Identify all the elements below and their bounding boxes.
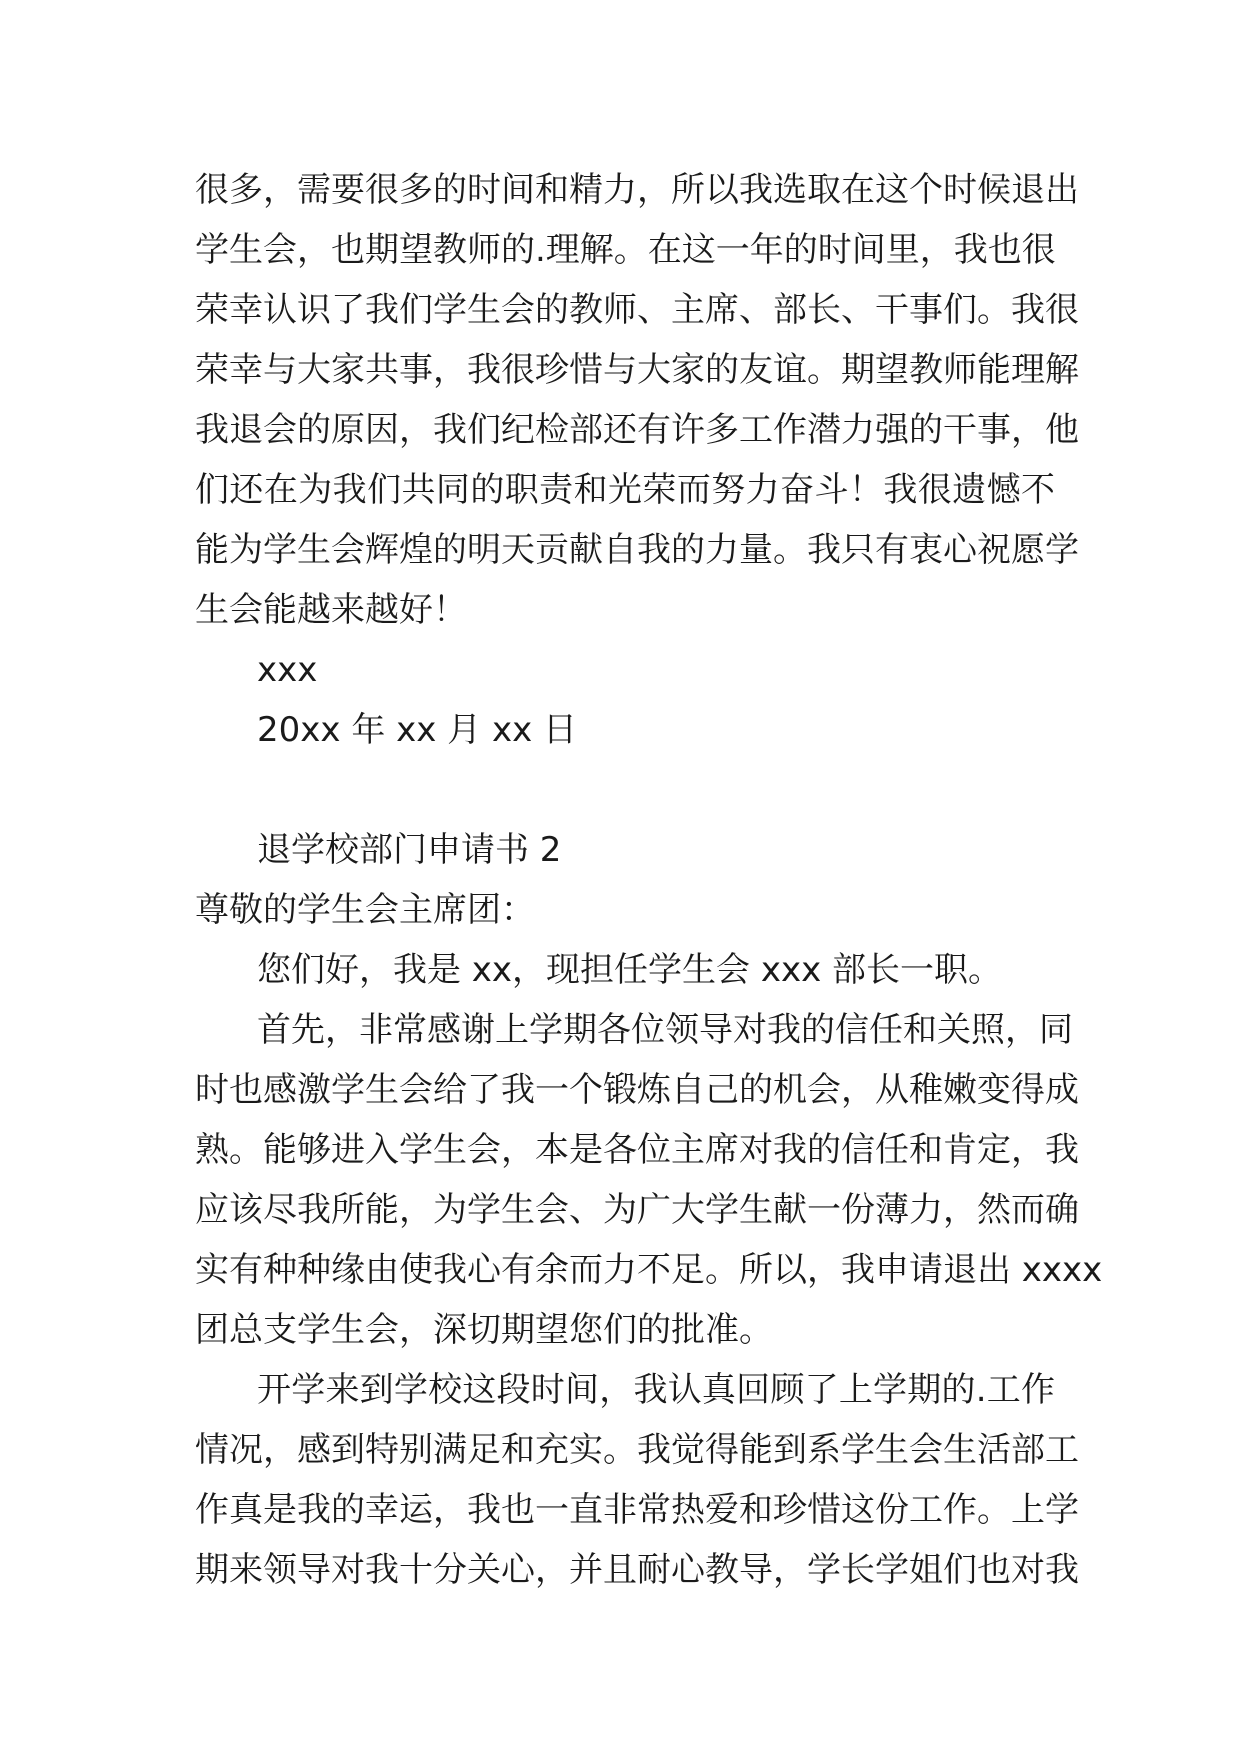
text-line: 时也感激学生会给了我一个锻炼自己的机会，从稚嫩变得成 [195,1070,1079,1110]
text-line: 我退会的原因，我们纪检部还有许多工作潜力强的干事，他 [195,410,1079,450]
signature-name: xxx [257,650,318,690]
text-line: 熟。能够进入学生会，本是各位主席对我的信任和肯定，我 [195,1130,1079,1170]
text-line: 情况，感到特别满足和充实。我觉得能到系学生会生活部工 [195,1430,1079,1470]
text-line: 荣幸与大家共事，我很珍惜与大家的友谊。期望教师能理解 [195,350,1079,390]
text-line: 很多，需要很多的时间和精力，所以我选取在这个时候退出 [195,170,1079,210]
text-line: 生会能越来越好！ [195,590,467,630]
text-line: 能为学生会辉煌的明天贡献自我的力量。我只有衷心祝愿学 [195,530,1079,570]
text-line: 团总支学生会，深切期望您们的批准。 [195,1310,773,1350]
salutation: 尊敬的学生会主席团： [195,890,535,930]
text-line: 学生会，也期望教师的.理解。在这一年的时间里，我也很 [195,230,1056,270]
text-line: 首先，非常感谢上学期各位领导对我的信任和关照，同 [257,1010,1073,1050]
section-title: 退学校部门申请书 2 [257,830,562,870]
signature-date: 20xx 年 xx 月 xx 日 [257,710,578,750]
text-line: 荣幸认识了我们学生会的教师、主席、部长、干事们。我很 [195,290,1079,330]
text-line: 应该尽我所能，为学生会、为广大学生献一份薄力，然而确 [195,1190,1079,1230]
text-line: 开学来到学校这段时间，我认真回顾了上学期的.工作 [257,1370,1055,1410]
text-line: 实有种种缘由使我心有余而力不足。所以，我申请退出 xxxx [195,1250,1103,1290]
text-line: 期来领导对我十分关心，并且耐心教导，学长学姐们也对我 [195,1550,1079,1590]
text-line: 作真是我的幸运，我也一直非常热爱和珍惜这份工作。上学 [195,1490,1079,1530]
text-line: 们还在为我们共同的职责和光荣而努力奋斗！我很遗憾不 [195,470,1055,510]
text-line: 您们好，我是 xx，现担任学生会 xxx 部长一职。 [257,950,1003,990]
